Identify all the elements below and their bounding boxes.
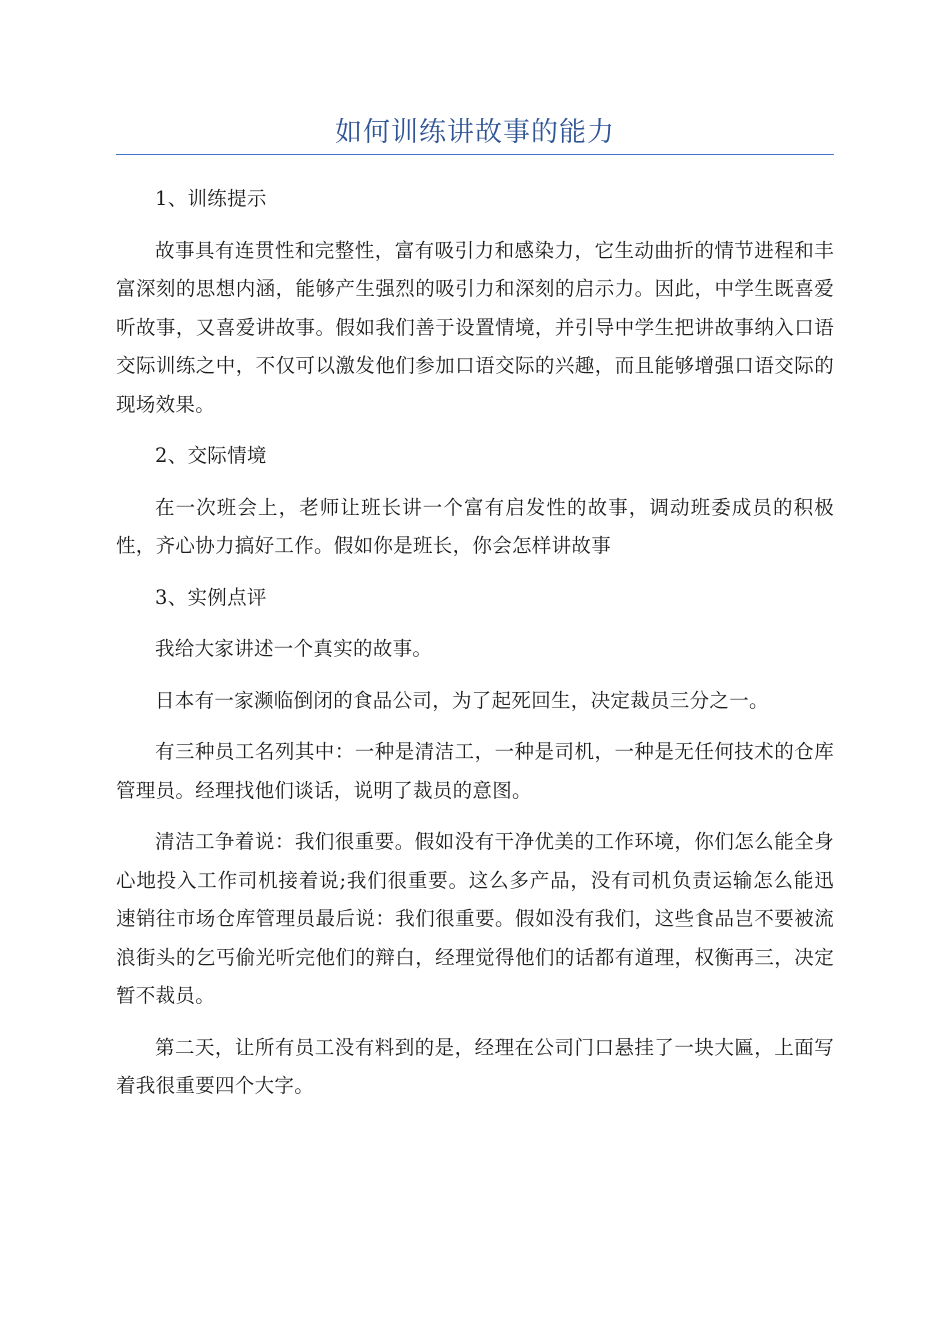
- section-heading-training-tips: 1、训练提示: [155, 187, 267, 210]
- section-heading-communication-context: 2、交际情境: [155, 444, 267, 467]
- paragraph: 在一次班会上，老师让班长讲一个富有启发性的故事，调动班委成员的积极性，齐心协力搞好工作。假如你是班长，你会怎样讲故事: [116, 495, 834, 557]
- document-body: [116, 180, 834, 1106]
- paragraph: 日本有一家濒临倒闭的食品公司，为了起死回生，决定裁员三分之一。: [155, 688, 769, 712]
- paragraph: 清洁工争着说：我们很重要。假如没有干净优美的工作环境，你们怎么能全身心地投入工作司机接着说;我们很重要。这么多产品，没有司机负责运输怎么能迅速销往市场仓库管理员最后说：我们很重要。假如没有我们，这些食品岂不要被流浪街头的乞丐偷光听完他们的辩白，经理觉得他们的话都有道理，权衡再三，决定暂不裁员。: [116, 830, 834, 1007]
- paragraph: 有三种员工名列其中：一种是清洁工，一种是司机，一种是无任何技术的仓库管理员。经理找他们谈话，说明了裁员的意图。: [116, 740, 834, 802]
- paragraph: 第二天，让所有员工没有料到的是，经理在公司门口悬挂了一块大匾，上面写着我很重要四个大字。: [116, 1035, 834, 1097]
- paragraph: 我给大家讲述一个真实的故事。: [155, 637, 433, 660]
- document-title: 如何训练讲故事的能力: [335, 117, 615, 148]
- section-heading-example-review: 3、实例点评: [155, 585, 267, 609]
- title-underline: [116, 154, 834, 155]
- paragraph: 故事具有连贯性和完整性，富有吸引力和感染力，它生动曲折的情节进程和丰富深刻的思想内涵，能够产生强烈的吸引力和深刻的启示力。因此，中学生既喜爱听故事，又喜爱讲故事。假如我们善于设置情境，并引导中学生把讲故事纳入口语交际训练之中，不仅可以激发他们参加口语交际的兴趣，而且能够增强口语交际的现场效果。: [116, 238, 834, 416]
